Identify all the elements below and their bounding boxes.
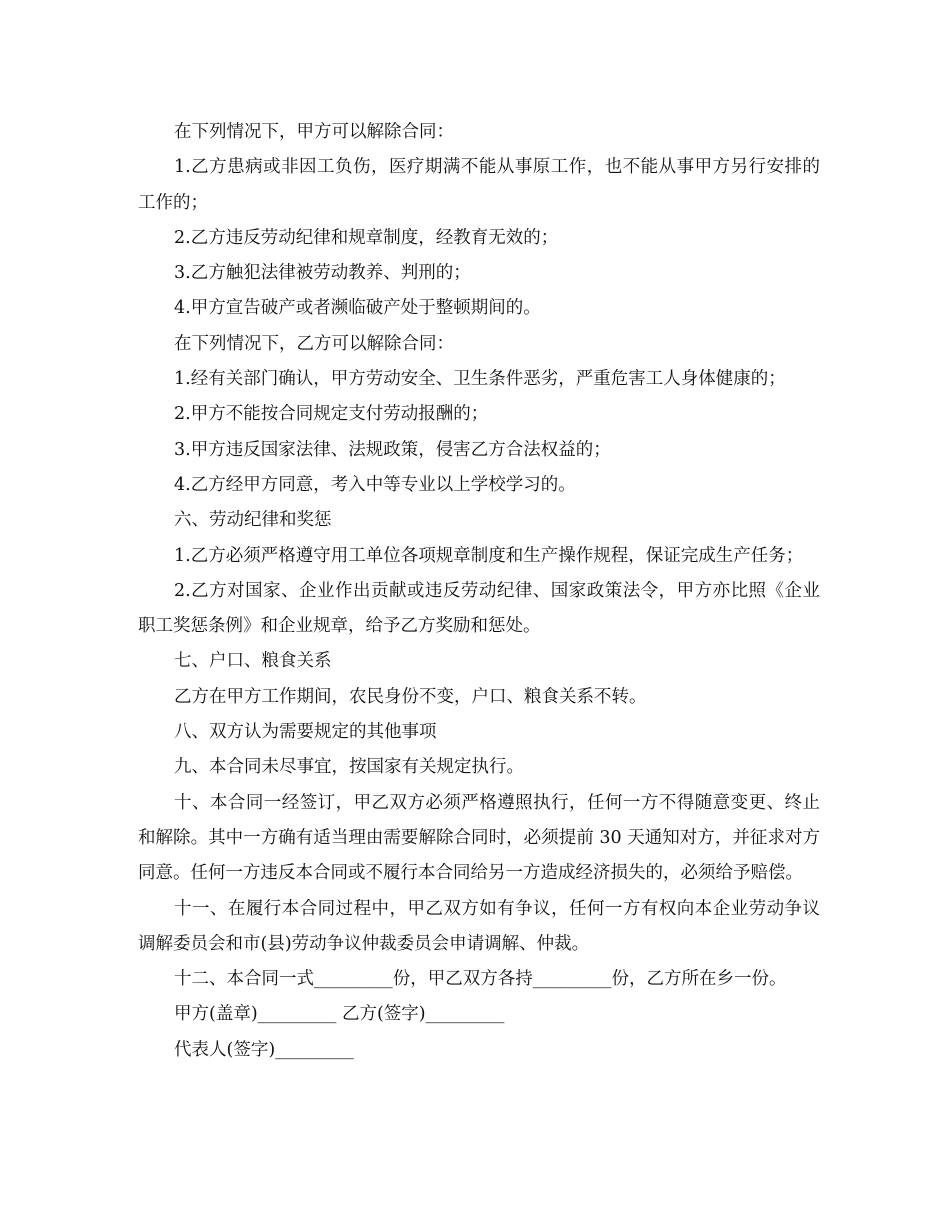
paragraph-copies-clause: 十二、本合同一式_________份，甲乙双方各持_________份，乙方所在乡一份。 — [174, 969, 787, 990]
signature-line-parties: 甲方(盖章)_________ 乙方(签字)_________ — [174, 1004, 505, 1025]
paragraph-party-a-termination-2: 2.乙方违反劳动纪律和规章制度，经教育无效的； — [174, 227, 559, 248]
paragraph-dispute-clause: 十一、在履行本合同过程中，甲乙双方如有争议，任何一方有权向本企业劳动争议调解委员会和市(县)劳动争议仲裁委员会申请调解、仲裁。 — [138, 898, 820, 954]
paragraph-party-b-termination-3: 3.甲方违反国家法律、法规政策，侵害乙方合法权益的； — [174, 439, 611, 460]
paragraph-household: 乙方在甲方工作期间，农民身份不变，户口、粮食关系不转。 — [174, 686, 647, 707]
paragraph-party-b-termination-intro: 在下列情况下，乙方可以解除合同： — [174, 333, 454, 354]
section-heading-household: 七、户口、粮食关系 — [174, 651, 332, 672]
section-heading-other-matters: 八、双方认为需要规定的其他事项 — [174, 722, 437, 743]
paragraph-party-b-termination-1: 1.经有关部门确认，甲方劳动安全、卫生条件恶劣，严重危害工人身体健康的； — [174, 369, 786, 390]
paragraph-discipline-2: 2.乙方对国家、企业作出贡献或违反劳动纪律、国家政策法令，甲方亦比照《企业职工奖惩条例》和企业规章，给予乙方奖励和惩处。 — [138, 580, 820, 637]
paragraph-party-b-termination-4: 4.乙方经甲方同意，考入中等专业以上学校学习的。 — [174, 474, 576, 495]
paragraph-party-a-termination-1: 1.乙方患病或非因工负伤，医疗期满不能从事原工作，也不能从事甲方另行安排的工作的； — [138, 157, 820, 213]
paragraph-party-a-termination-intro: 在下列情况下，甲方可以解除合同： — [174, 122, 454, 142]
section-heading-unfinished-matters: 九、本合同未尽事宜，按国家有关规定执行。 — [174, 757, 524, 778]
section-heading-discipline: 六、劳动纪律和奖惩 — [174, 510, 332, 531]
paragraph-party-b-termination-2: 2.甲方不能按合同规定支付劳动报酬的； — [174, 404, 489, 425]
signature-line-representative: 代表人(签字)_________ — [174, 1039, 354, 1060]
paragraph-discipline-1: 1.乙方必须严格遵守用工单位各项规章制度和生产操作规程，保证完成生产任务； — [174, 545, 804, 566]
document-body — [138, 115, 820, 1068]
paragraph-party-a-termination-4: 4.甲方宣告破产或者濒临破产处于整顿期间的。 — [174, 298, 541, 319]
paragraph-party-a-termination-3: 3.乙方触犯法律被劳动教养、判刑的； — [174, 263, 471, 284]
paragraph-execution-clause: 十、本合同一经签订，甲乙双方必须严格遵照执行，任何一方不得随意变更、终止和解除。其中一方确有适当理由需要解除合同时，必须提前 30 天通知对方，并征求对方同意。任何一方违反本合同或不履行本合同给另一方造成经济损失的，必须给予赔偿。 — [138, 792, 820, 884]
